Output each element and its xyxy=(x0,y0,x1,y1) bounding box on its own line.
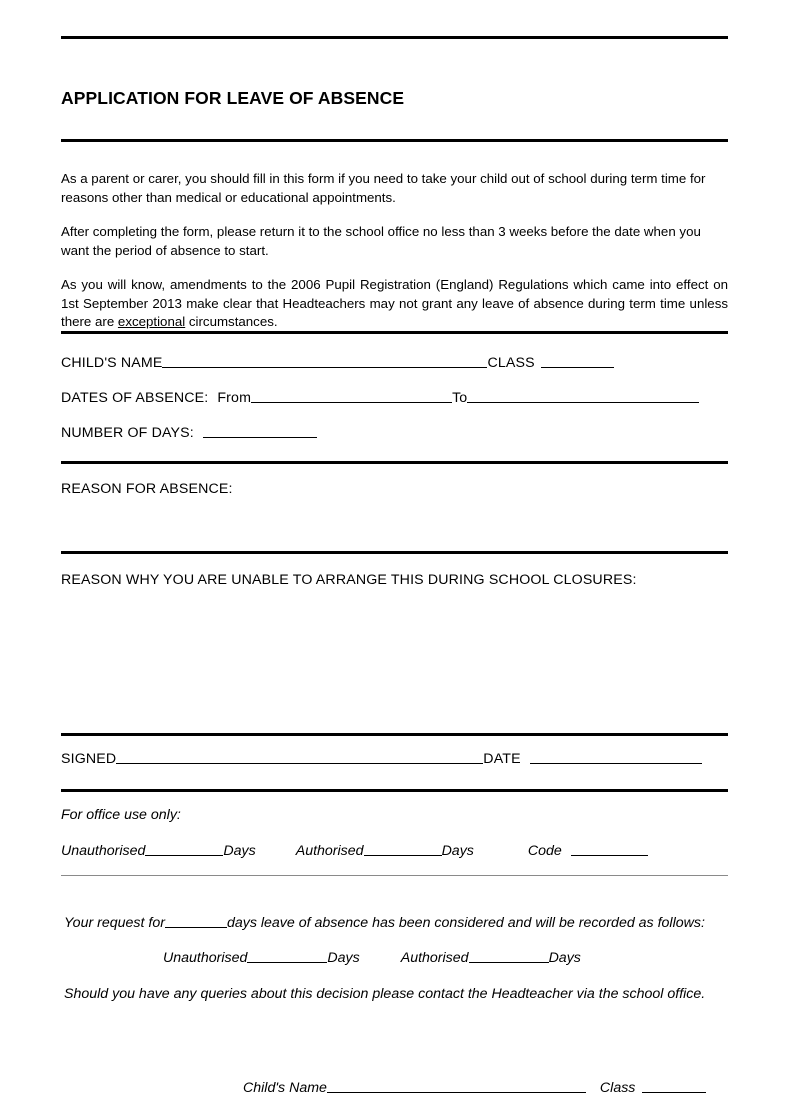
number-of-days-row xyxy=(61,425,317,441)
date-label: DATE xyxy=(483,751,521,767)
rule-above-child-details xyxy=(61,331,728,334)
dates-of-absence-row xyxy=(61,390,699,406)
intro-paragraph-3 xyxy=(61,276,728,331)
decision-unauthorised-input[interactable] xyxy=(247,950,327,963)
reason-for-absence-input[interactable] xyxy=(61,500,728,548)
decision-queries-note: Should you have any queries about this decision please contact the Headteacher via the school office. xyxy=(64,986,706,1002)
intro-paragraph-1: As a parent or carer, you should fill in this form if you need to take your child out of school during term time for reasons other than medical or educational appointments. xyxy=(61,171,706,205)
signed-label: SIGNED xyxy=(61,751,117,767)
decision-unauthorised-days-label: Days xyxy=(327,950,360,966)
from-date-input[interactable] xyxy=(251,390,452,403)
intro-paragraph-3-text-2: circumstances. xyxy=(185,313,278,329)
to-date-input[interactable] xyxy=(467,390,699,403)
rule-thin-below-office-use xyxy=(61,875,728,876)
rule-above-reason-closures xyxy=(61,551,728,554)
decision-request-row xyxy=(64,915,705,931)
child-name-input[interactable] xyxy=(162,355,487,368)
to-label: To xyxy=(452,390,468,406)
decision-authorised-input[interactable] xyxy=(469,950,549,963)
decision-unauthorised-label: Unauthorised xyxy=(163,950,248,966)
office-code-input[interactable] xyxy=(571,843,648,856)
class-input[interactable] xyxy=(541,355,614,368)
reason-for-absence-label: REASON FOR ABSENCE: xyxy=(61,481,233,497)
reason-closures-input[interactable] xyxy=(61,595,728,727)
office-unauthorised-label: Unauthorised xyxy=(61,843,146,859)
decision-authorised-days-label: Days xyxy=(548,950,581,966)
office-authorised-label: Authorised xyxy=(295,843,364,859)
rule-above-signed xyxy=(61,733,728,736)
number-of-days-label: NUMBER OF DAYS: xyxy=(61,425,194,441)
child-name-row xyxy=(61,355,614,371)
decision-days-input[interactable] xyxy=(165,915,227,928)
class-label: CLASS xyxy=(487,355,535,371)
decision-authorised-label: Authorised xyxy=(400,950,469,966)
footer-child-name-label: Child's Name xyxy=(243,1080,327,1096)
decision-record-row xyxy=(163,950,581,966)
office-use-row xyxy=(61,843,648,859)
from-label: From xyxy=(217,390,252,406)
office-unauthorised-days-label: Days xyxy=(223,843,256,859)
rule-top xyxy=(61,36,728,39)
rule-below-signed xyxy=(61,789,728,792)
signed-input[interactable] xyxy=(116,751,483,764)
decision-request-suffix: days leave of absence has been considered and will be recorded as follows: xyxy=(226,915,705,931)
footer-class-input[interactable] xyxy=(642,1080,706,1093)
footer-child-name-input[interactable] xyxy=(327,1080,586,1093)
dates-of-absence-label: DATES OF ABSENCE: xyxy=(61,390,209,406)
office-use-heading: For office use only: xyxy=(61,807,181,823)
footer-row xyxy=(243,1080,706,1096)
office-authorised-days-label: Days xyxy=(441,843,474,859)
intro-paragraph-3-text-1: As you will know, amendments to the 2006 Pupil Registration (England) Regulations which came into effect on 1st September 2013 make clear that Headteachers may not grant any leave of absence during term time unless there are xyxy=(61,277,728,329)
office-authorised-input[interactable] xyxy=(364,843,442,856)
rule-under-title xyxy=(61,139,728,142)
office-code-label: Code xyxy=(527,843,562,859)
reason-closures-label: REASON WHY YOU ARE UNABLE TO ARRANGE THIS DURING SCHOOL CLOSURES: xyxy=(61,572,637,588)
number-of-days-input[interactable] xyxy=(203,425,317,438)
footer-class-label: Class xyxy=(599,1080,636,1096)
page-title: APPLICATION FOR LEAVE OF ABSENCE xyxy=(61,87,405,108)
intro-paragraph-3-emphasis: exceptional xyxy=(117,313,186,329)
date-input[interactable] xyxy=(530,751,702,764)
child-name-label: CHILD'S NAME xyxy=(61,355,163,371)
decision-request-prefix: Your request for xyxy=(64,915,165,931)
intro-paragraph-2: After completing the form, please return it to the school office no less than 3 weeks before the date when you want the period of absence to start. xyxy=(61,224,701,258)
signed-row xyxy=(61,751,702,767)
office-unauthorised-input[interactable] xyxy=(145,843,223,856)
rule-above-reason-for-absence xyxy=(61,461,728,464)
